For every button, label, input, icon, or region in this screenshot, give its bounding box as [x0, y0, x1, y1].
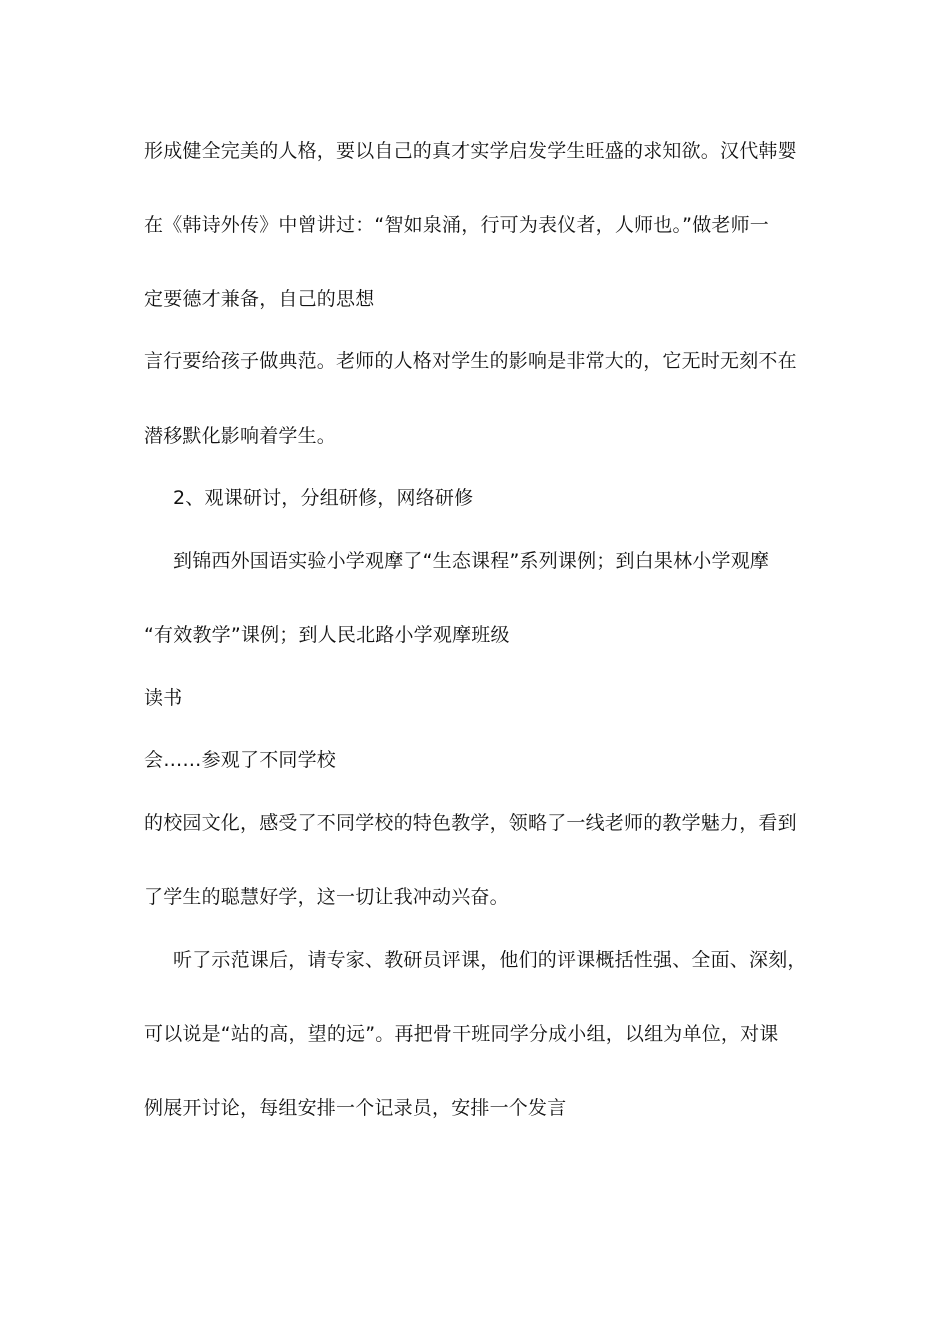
- text-line: 的校园文化，感受了不同学校的特色教学，领略了一线老师的教学魅力，看到: [144, 812, 797, 834]
- text-line: 在《韩诗外传》中曾讲过：“智如泉涌，行可为表仪者，人师也。”做老师一: [144, 214, 769, 236]
- section-heading: 2、观课研讨，分组研修，网络研修: [173, 487, 474, 509]
- text-line: 听了示范课后，请专家、教研员评课，他们的评课概括性强、全面、深刻，: [173, 949, 807, 971]
- text-line: 言行要给孩子做典范。老师的人格对学生的影响是非常大的，它无时无刻不在: [144, 350, 797, 372]
- text-line: “有效教学”课例；到人民北路小学观摩班级: [144, 624, 510, 646]
- text-line: 形成健全完美的人格，要以自己的真才实学启发学生旺盛的求知欲。汉代韩婴: [144, 140, 797, 162]
- text-line: 例展开讨论，每组安排一个记录员，安排一个发言: [144, 1097, 567, 1119]
- text-line: 到锦西外国语实验小学观摩了“生态课程”系列课例；到白果林小学观摩: [173, 550, 770, 572]
- text-line: 定要德才兼备，自己的思想: [144, 288, 375, 310]
- text-line: 会……参观了不同学校: [144, 749, 337, 771]
- text-line: 潜移默化影响着学生。: [144, 425, 337, 447]
- text-line: 了学生的聪慧好学，这一切让我冲动兴奋。: [144, 886, 509, 908]
- text-line: 可以说是“站的高，望的远”。再把骨干班同学分成小组，以组为单位，对课: [144, 1023, 779, 1045]
- text-line: 读书: [144, 687, 183, 709]
